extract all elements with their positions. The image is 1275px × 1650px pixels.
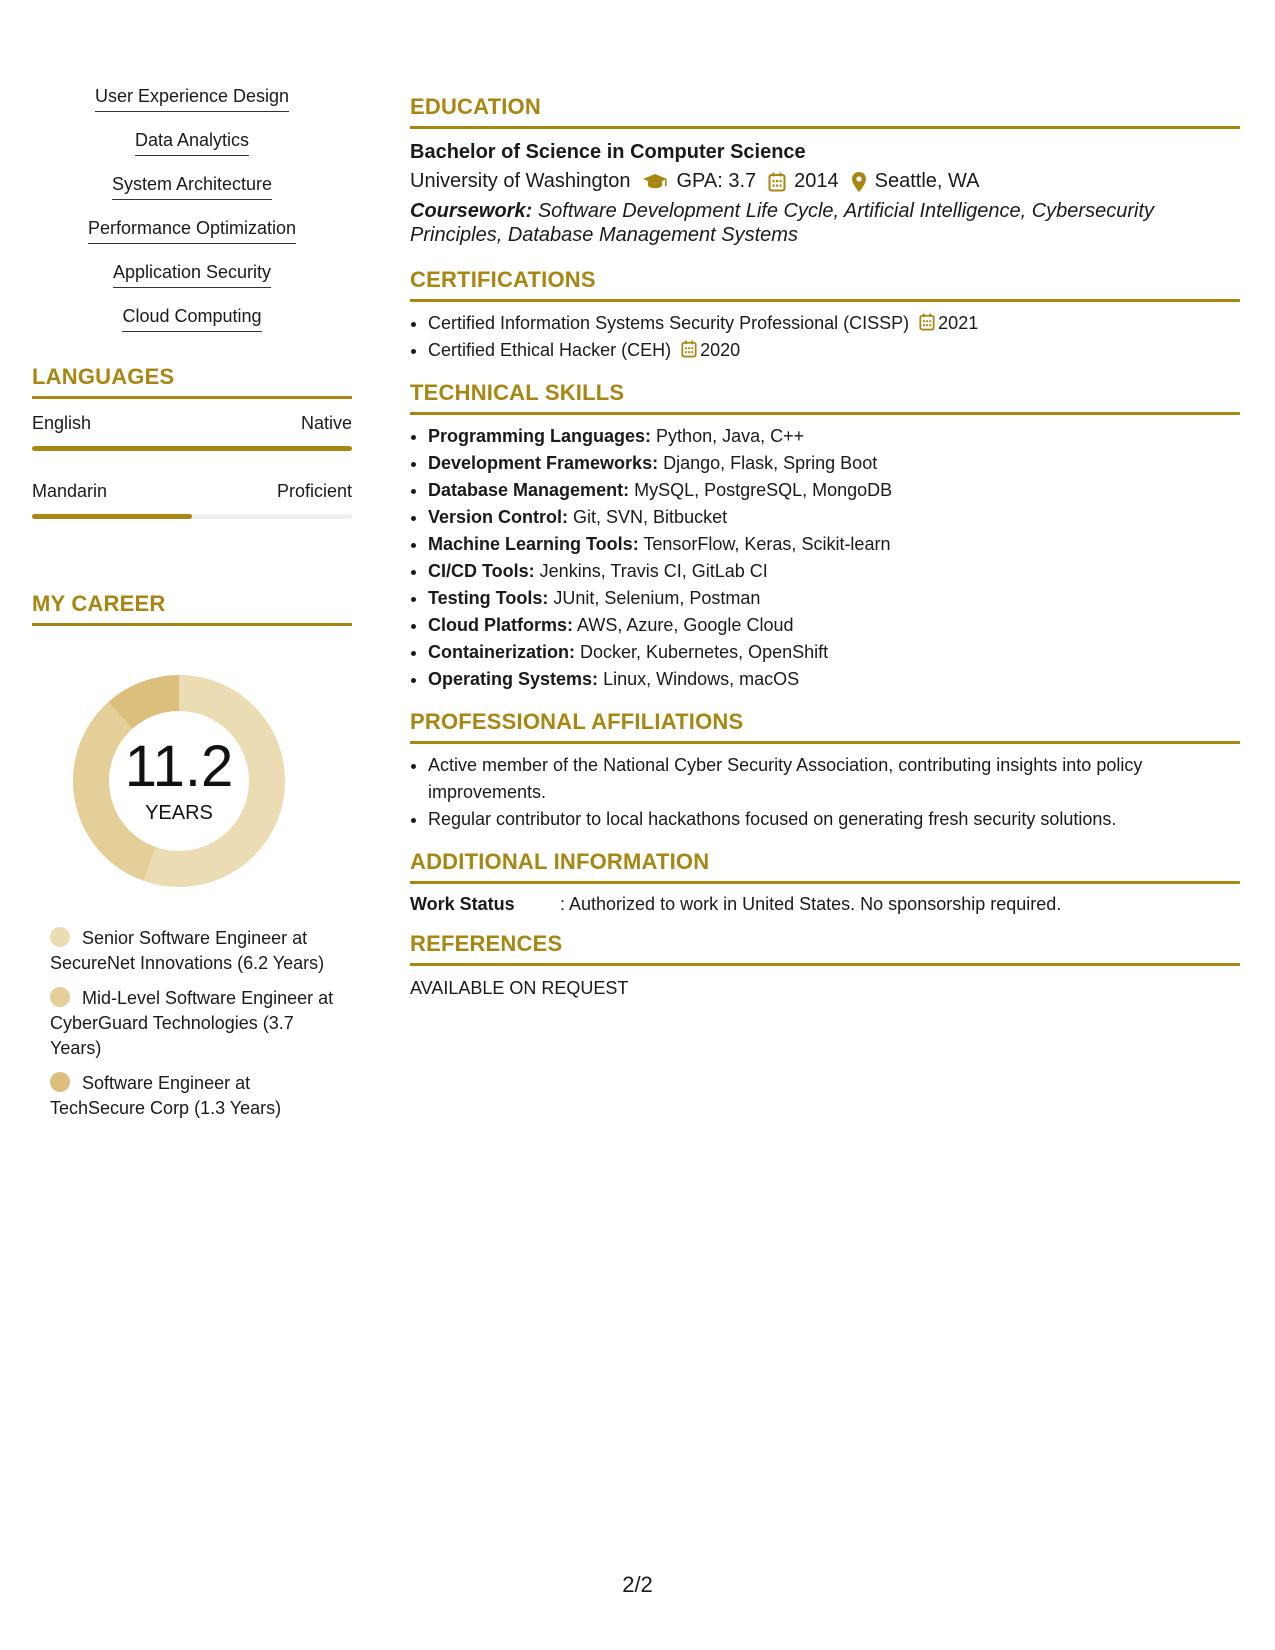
- technical-skill-item: • Testing Tools: JUnit, Selenium, Postman: [428, 585, 1240, 612]
- page-number: 2/2: [622, 1572, 653, 1597]
- legend-dot: [50, 1072, 70, 1092]
- calendar-icon: [919, 313, 935, 331]
- technical-skill-item: • Programming Languages: Python, Java, C++: [428, 423, 1240, 450]
- technical-skill-item: • Development Frameworks: Django, Flask, Spring Boot: [428, 450, 1240, 477]
- coursework: [410, 199, 1240, 247]
- skills-list: [32, 86, 352, 332]
- school-name: University of Washington: [410, 170, 631, 192]
- technical-skill-item: • Machine Learning Tools: TensorFlow, Keras, Scikit-learn: [428, 531, 1240, 558]
- affiliations-title: PROFESSIONAL AFFILIATIONS: [410, 709, 1240, 744]
- career-legend-item: Mid-Level Software Engineer at CyberGuard Technologies (3.7 Years): [50, 988, 334, 1058]
- career-legend: [50, 926, 335, 1121]
- career-total: 11.2: [124, 734, 234, 799]
- language-bar-fill: [32, 446, 352, 451]
- certification-item: • Certified Ethical Hacker (CEH) 2020: [428, 337, 1240, 364]
- language-mandarin: [32, 481, 352, 519]
- language-level: Proficient: [276, 481, 352, 501]
- affiliation-item: • Regular contributor to local hackathons focused on generating fresh security solutions.: [428, 806, 1240, 833]
- language-name: English: [32, 413, 92, 433]
- certifications-title: CERTIFICATIONS: [410, 267, 1240, 302]
- technical-skill-item: • Database Management: MySQL, PostgreSQL, MongoDB: [428, 477, 1240, 504]
- right-column: [410, 94, 1240, 999]
- language-bar: [32, 514, 352, 519]
- education-title: EDUCATION: [410, 94, 1240, 129]
- references-text: AVAILABLE ON REQUEST: [410, 978, 629, 998]
- certification-year: 2020: [700, 340, 741, 360]
- school-location: Seattle, WA: [874, 170, 980, 192]
- skill-item: Performance Optimization: [32, 218, 352, 244]
- career-legend-item: Senior Software Engineer at SecureNet Innovations (6.2 Years): [50, 928, 325, 973]
- language-name: Mandarin: [32, 481, 108, 501]
- language-bar-fill: [32, 514, 192, 519]
- additional-info-title: ADDITIONAL INFORMATION: [410, 849, 1240, 884]
- career-donut-chart: [64, 666, 294, 896]
- coursework-label: Coursework:: [410, 200, 533, 222]
- work-status-value: : Authorized to work in United States. No sponsorship required.: [560, 894, 1062, 914]
- technical-skill-item: • Containerization: Docker, Kubernetes, OpenShift: [428, 639, 1240, 666]
- skill-item: Cloud Computing: [32, 306, 352, 332]
- technical-skill-item: • Cloud Platforms: AWS, Azure, Google Cloud: [428, 612, 1240, 639]
- technical-skills-list: [410, 423, 1240, 693]
- skill-item: Application Security: [32, 262, 352, 288]
- technical-skill-item: • Version Control: Git, SVN, Bitbucket: [428, 504, 1240, 531]
- languages-title: LANGUAGES: [32, 364, 352, 399]
- skill-item: System Architecture: [32, 174, 352, 200]
- career-donut-segment: [120, 693, 179, 715]
- calendar-icon: [768, 172, 786, 192]
- work-status-row: [410, 894, 1240, 915]
- certifications-list: [410, 310, 1240, 364]
- degree: Bachelor of Science in Computer Science: [410, 141, 806, 163]
- language-level: Native: [300, 413, 352, 433]
- education-details: [410, 170, 1240, 193]
- technical-skills-title: TECHNICAL SKILLS: [410, 380, 1240, 415]
- graduation-year: 2014: [794, 170, 839, 192]
- map-pin-icon: [851, 171, 867, 193]
- career-unit: YEARS: [145, 802, 213, 824]
- affiliation-item: • Active member of the National Cyber Security Association, contributing insights into policy improvements.: [428, 752, 1240, 806]
- legend-dot: [50, 927, 70, 947]
- graduation-cap-icon: [642, 173, 668, 191]
- language-bar: [32, 446, 352, 451]
- calendar-icon: [681, 340, 697, 358]
- skill-item: Data Analytics: [32, 130, 352, 156]
- certification-year: 2021: [938, 313, 979, 333]
- skill-item: User Experience Design: [32, 86, 352, 112]
- career-legend-item: Software Engineer at TechSecure Corp (1.3 Years): [50, 1073, 282, 1118]
- certification-item: • Certified Information Systems Security Professional (CISSP) 2021: [428, 310, 1240, 337]
- technical-skill-item: • Operating Systems: Linux, Windows, macOS: [428, 666, 1240, 693]
- career-title: MY CAREER: [32, 591, 352, 626]
- work-status-label: Work Status: [410, 894, 515, 914]
- affiliations-list: [410, 752, 1240, 833]
- technical-skill-item: • CI/CD Tools: Jenkins, Travis CI, GitLab CI: [428, 558, 1240, 585]
- coursework-list: Software Development Life Cycle, Artificial Intelligence, Cybersecurity Principles, Database Management Systems: [410, 200, 1154, 246]
- legend-dot: [50, 987, 70, 1007]
- references-title: REFERENCES: [410, 931, 1240, 966]
- left-column: [32, 86, 352, 1131]
- gpa: GPA: 3.7: [676, 170, 757, 192]
- language-english: [32, 413, 352, 451]
